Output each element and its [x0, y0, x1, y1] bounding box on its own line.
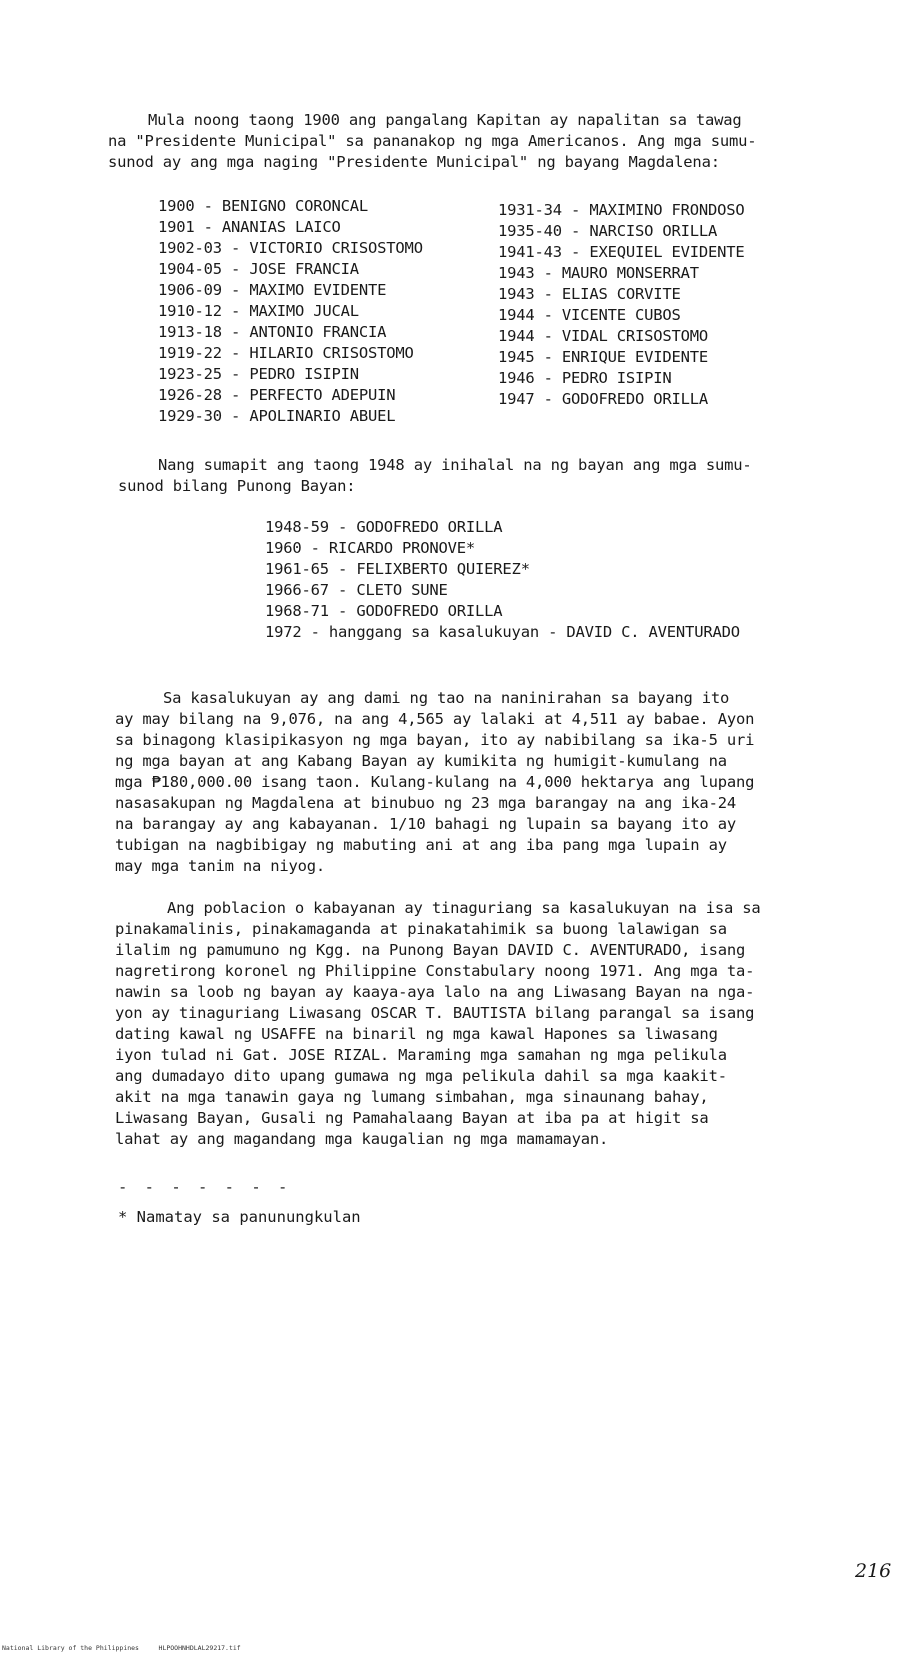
population-line: ng mga bayan at ang Kabang Bayan ay kumikita ng humigit-kumulang na	[115, 752, 727, 770]
footnote: * Namatay sa panunungkulan	[118, 1208, 361, 1226]
intro-line: na "Presidente Municipal" sa pananakop ng mga Americanos. Ang mga sumu-	[108, 132, 757, 150]
population-line: ay may bilang na 9,076, na ang 4,565 ay lalaki at 4,511 ay babae. Ayon	[115, 710, 755, 728]
list-item: 1906-09 - MAXIMO EVIDENTE	[158, 281, 387, 299]
list-item: 1902-03 - VICTORIO CRISOSTOMO	[158, 239, 423, 257]
intro-paragraph	[108, 110, 756, 173]
list-item: 1947 - GODOFREDO ORILLA	[498, 390, 709, 408]
list-item: 1961-65 - FELIXBERTO QUIEREZ*	[265, 560, 530, 578]
presidentes-list-right	[498, 200, 745, 410]
list-item: 1960 - RICARDO PRONOVE*	[265, 539, 476, 557]
poblacion-line: dating kawal ng USAFFE na binaril ng mga kawal Hapones sa liwasang	[115, 1025, 718, 1043]
list-item: 1910-12 - MAXIMO JUCAL	[158, 302, 359, 320]
section-divider: - - - - - - -	[118, 1178, 292, 1196]
population-line: sa binagong klasipikasyon ng mga bayan, ito ay nabibilang sa ika-5 uri	[115, 731, 755, 749]
punong-bayan-list	[265, 517, 740, 643]
list-item: 1923-25 - PEDRO ISIPIN	[158, 365, 359, 383]
population-line: tubigan na nagbibigay ng mabuting ani at ang iba pang mga lupain ay	[115, 836, 727, 854]
list-item: 1904-05 - JOSE FRANCIA	[158, 260, 359, 278]
poblacion-paragraph	[115, 898, 761, 1150]
population-line: Sa kasalukuyan ay ang dami ng tao na naninirahan sa bayang ito	[163, 689, 730, 707]
list-item: 1972 - hanggang sa kasalukuyan - DAVID C. AVENTURADO	[265, 623, 740, 641]
punong-bayan-line: sunod bilang Punong Bayan:	[118, 477, 356, 495]
poblacion-line: yon ay tinaguriang Liwasang OSCAR T. BAUTISTA bilang parangal sa isang	[115, 1004, 755, 1022]
list-item: 1913-18 - ANTONIO FRANCIA	[158, 323, 387, 341]
punong-bayan-line: Nang sumapit ang taong 1948 ay inihalal na ng bayan ang mga sumu-	[158, 456, 752, 474]
list-item: 1926-28 - PERFECTO ADEPUIN	[158, 386, 396, 404]
list-item: 1929-30 - APOLINARIO ABUEL	[158, 407, 396, 425]
list-item: 1968-71 - GODOFREDO ORILLA	[265, 602, 503, 620]
population-line: nasasakupan ng Magdalena at binubuo ng 23 mga barangay na ang ika-24	[115, 794, 736, 812]
poblacion-line: akit na mga tanawin gaya ng lumang simbahan, mga sinaunang bahay,	[115, 1088, 709, 1106]
list-item: 1943 - MAURO MONSERRAT	[498, 264, 699, 282]
poblacion-line: iyon tulad ni Gat. JOSE RIZAL. Maraming mga samahan ng mga pelikula	[115, 1046, 727, 1064]
list-item: 1941-43 - EXEQUIEL EVIDENTE	[498, 243, 745, 261]
population-line: mga ₱180,000.00 isang taon. Kulang-kulang na 4,000 hektarya ang lupang	[115, 773, 755, 791]
population-paragraph	[115, 688, 754, 877]
poblacion-line: ilalim ng pamumuno ng Kgg. na Punong Bayan DAVID C. AVENTURADO, isang	[115, 941, 746, 959]
poblacion-line: lahat ay ang magandang mga kaugalian ng mga mamamayan.	[115, 1130, 609, 1148]
list-item: 1900 - BENIGNO CORONCAL	[158, 197, 369, 215]
poblacion-line: nagretirong koronel ng Philippine Constabulary noong 1971. Ang mga ta-	[115, 962, 755, 980]
list-item: 1919-22 - HILARIO CRISOSTOMO	[158, 344, 414, 362]
page-number: 216	[855, 1560, 892, 1582]
population-line: may mga tanim na niyog.	[115, 857, 326, 875]
intro-line: Mula noong taong 1900 ang pangalang Kapitan ay napalitan sa tawag	[148, 111, 742, 129]
list-item: 1948-59 - GODOFREDO ORILLA	[265, 518, 503, 536]
presidentes-list-left	[158, 196, 423, 427]
list-item: 1944 - VIDAL CRISOSTOMO	[498, 327, 709, 345]
list-item: 1945 - ENRIQUE EVIDENTE	[498, 348, 709, 366]
poblacion-line: Liwasang Bayan, Gusali ng Pamahalaang Bayan at iba pa at higit sa	[115, 1109, 709, 1127]
poblacion-line: Ang poblacion o kabayanan ay tinaguriang sa kasalukuyan na isa sa	[167, 899, 761, 917]
list-item: 1931-34 - MAXIMINO FRONDOSO	[498, 201, 745, 219]
list-item: 1966-67 - CLETO SUNE	[265, 581, 448, 599]
list-item: 1943 - ELIAS CORVITE	[498, 285, 681, 303]
population-line: na barangay ay ang kabayanan. 1/10 bahagi ng lupain sa bayang ito ay	[115, 815, 736, 833]
intro-line: sunod ay ang mga naging "Presidente Municipal" ng bayang Magdalena:	[108, 153, 720, 171]
poblacion-line: pinakamalinis, pinakamaganda at pinakatahimik sa buong lalawigan sa	[115, 920, 727, 938]
list-item: 1946 - PEDRO ISIPIN	[498, 369, 672, 387]
list-item: 1901 - ANANIAS LAICO	[158, 218, 341, 236]
list-item: 1944 - VICENTE CUBOS	[498, 306, 681, 324]
poblacion-line: ang dumadayo dito upang gumawa ng mga pelikula dahil sa mga kaakit-	[115, 1067, 727, 1085]
source-footer: National Library of the Philippines HLPOOHNHDLAL29217.tif	[2, 1644, 241, 1652]
punong-bayan-paragraph	[118, 455, 752, 497]
list-item: 1935-40 - NARCISO ORILLA	[498, 222, 718, 240]
poblacion-line: nawin sa loob ng bayan ay kaaya-aya lalo na ang Liwasang Bayan na nga-	[115, 983, 755, 1001]
